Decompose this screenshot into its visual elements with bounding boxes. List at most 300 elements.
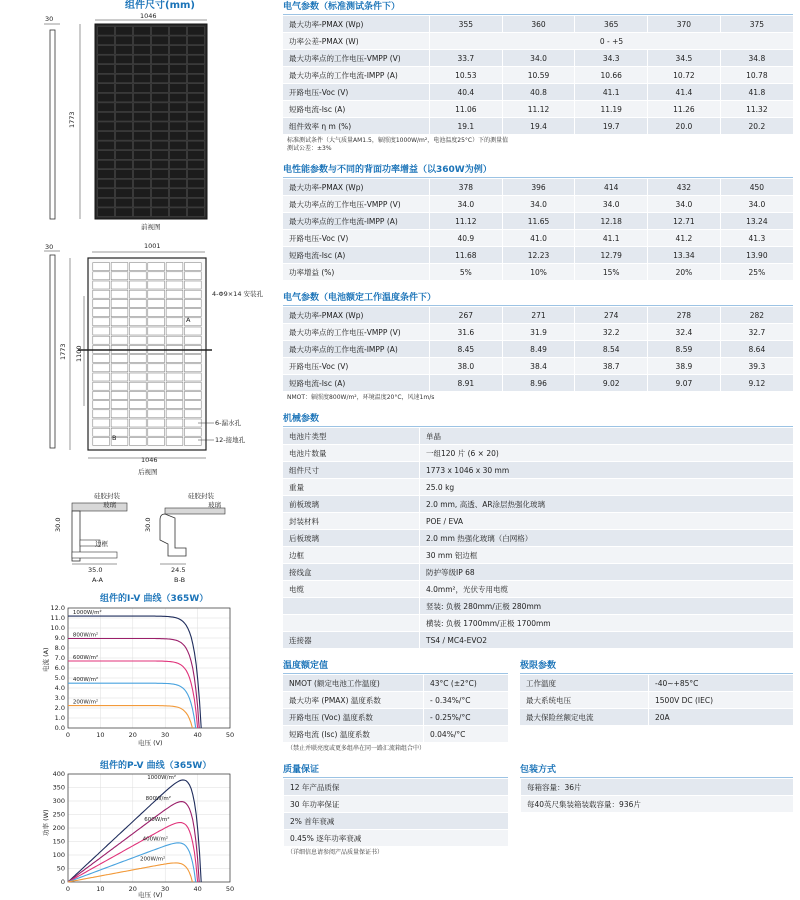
row-label: 短路电流-Isc (A) (283, 375, 430, 392)
mount-hole-label: 4-Φ9×14 安装孔 (212, 290, 264, 298)
row-value: 4.0mm²，光伏专用电缆 (420, 581, 794, 598)
cell (93, 309, 110, 317)
package-table (520, 779, 793, 813)
row-value: 12.71 (648, 213, 721, 230)
back-view (44, 242, 264, 476)
cell (170, 46, 187, 55)
cell (116, 198, 133, 207)
row-value: 防护等级IP 68 (420, 564, 794, 581)
cell (116, 46, 133, 55)
row-value: 10.59 (502, 67, 575, 84)
cell (148, 355, 165, 363)
row-label: 重量 (283, 479, 420, 496)
cell (148, 401, 165, 409)
gain-table (283, 179, 793, 281)
row-value: 40.4 (430, 84, 503, 101)
iv-xlabel: 电压 (V) (138, 739, 163, 747)
row-label: 组件效率 η m (%) (283, 118, 430, 135)
x-tick-label: 40 (193, 885, 202, 893)
row-value: 2.0 mm, 高透、AR涂层热强化玻璃 (420, 496, 794, 513)
cell (184, 391, 201, 399)
mech-title: 机械参数 (283, 412, 793, 427)
table-row (283, 445, 793, 462)
row-value: 5% (430, 264, 503, 281)
row-label: 最大功率点的工作电压-VMPP (V) (283, 196, 430, 213)
cell (170, 103, 187, 112)
cell (98, 198, 115, 207)
cell (116, 132, 133, 141)
cell (152, 74, 169, 83)
cell (116, 170, 133, 179)
row-label: 功率增益 (%) (283, 264, 430, 281)
cell (170, 65, 187, 74)
cell (93, 299, 110, 307)
table-row (283, 101, 793, 118)
table-row (283, 479, 793, 496)
row-value: 378 (430, 179, 503, 196)
cell (134, 141, 151, 150)
cell (116, 36, 133, 45)
cell (116, 84, 133, 93)
row-value: 11.26 (648, 101, 721, 118)
cell (152, 93, 169, 102)
cell (152, 112, 169, 121)
row-value: 8.91 (430, 375, 503, 392)
cell (166, 419, 183, 427)
cell (93, 263, 110, 271)
series-line (68, 863, 192, 882)
note-line: 标准测试条件（大气质量AM1.5，辐照度1000W/m²，电池温度25°C）下的测量值 (287, 137, 509, 144)
cell (184, 272, 201, 280)
cell (166, 318, 183, 326)
row-value: 竖装: 负极 280mm/正极 280mm (420, 598, 794, 615)
pv-xlabel: 电压 (V) (138, 891, 163, 899)
cell (188, 141, 205, 150)
table-row (283, 247, 793, 264)
cell (170, 198, 187, 207)
cell (98, 103, 115, 112)
bb-caption: B-B (174, 576, 186, 584)
warranty-notes (287, 849, 508, 857)
cell (148, 318, 165, 326)
row-value: 34.0 (575, 196, 648, 213)
cell (152, 103, 169, 112)
x-tick-label: 30 (161, 885, 170, 893)
front-width-label: 1046 (140, 12, 157, 20)
row-value: 9.02 (575, 375, 648, 392)
cell (134, 170, 151, 179)
cell (134, 122, 151, 131)
table-row (283, 33, 793, 50)
series-label: 800W/m² (72, 632, 99, 639)
note-line: （禁止并联亮度或更多组串在同一路汇流箱组合中） (287, 745, 426, 752)
table-row (283, 513, 793, 530)
x-tick-label: 10 (96, 731, 105, 739)
row-value: 8.96 (502, 375, 575, 392)
row-value: 32.7 (720, 324, 793, 341)
cell (152, 36, 169, 45)
cell (129, 355, 146, 363)
y-tick-label: 1.0 (54, 714, 65, 722)
gain-title: 电性能参数与不同的背面功率增益（以360W为例） (283, 163, 793, 178)
series-label: 400W/m² (142, 836, 169, 843)
row-value: 271 (502, 307, 575, 324)
row-value: 365 (575, 16, 648, 33)
cell (166, 382, 183, 390)
cell (129, 382, 146, 390)
limit-section (520, 659, 793, 753)
row-value: 34.0 (720, 196, 793, 213)
row-value: 40.9 (430, 230, 503, 247)
row-value: 32.2 (575, 324, 648, 341)
package-section (520, 763, 793, 857)
iv-chart (41, 592, 234, 747)
cell (93, 419, 110, 427)
row-label: 开路电压-Voc (V) (283, 230, 430, 247)
cell (152, 84, 169, 93)
cell (134, 179, 151, 188)
cell (170, 93, 187, 102)
y-tick-label: 7.0 (54, 654, 65, 662)
temp-notes (287, 745, 508, 753)
row-value: 360 (502, 16, 575, 33)
aa-width-label: 35.0 (88, 566, 103, 574)
row-label: 短路电流-Isc (A) (283, 101, 430, 118)
cell (148, 382, 165, 390)
series-label: 800W/m² (145, 796, 171, 803)
row-value: - 0.25%/°C (424, 709, 509, 726)
row-value: 11.65 (502, 213, 575, 230)
row-value: 11.06 (430, 101, 503, 118)
y-tick-label: 3.0 (54, 694, 65, 702)
table-row (283, 230, 793, 247)
cell (111, 263, 128, 271)
cell (166, 290, 183, 298)
cell (170, 170, 187, 179)
row-value: 41.1 (575, 84, 648, 101)
row-value: 9.07 (648, 375, 721, 392)
table-row (283, 496, 793, 513)
row-value: 12.79 (575, 247, 648, 264)
cell (98, 27, 115, 36)
cell (166, 336, 183, 344)
cell (116, 103, 133, 112)
cell (111, 272, 128, 280)
cell (129, 336, 146, 344)
cell (116, 74, 133, 83)
table-row (283, 213, 793, 230)
table-row (283, 726, 508, 743)
series-label: 1000W/m² (72, 610, 102, 617)
cell (98, 179, 115, 188)
series-label: 200W/m² (72, 699, 99, 706)
row-label (283, 615, 420, 632)
table-row (283, 179, 793, 196)
row-value: 41.8 (720, 84, 793, 101)
cell (134, 84, 151, 93)
temp-section (283, 659, 508, 753)
cell (148, 263, 165, 271)
row-value: 34.3 (575, 50, 648, 67)
row-value: 12 年产品质保 (284, 779, 509, 796)
cell (152, 122, 169, 131)
cell (184, 401, 201, 409)
cell (111, 290, 128, 298)
row-label: 最大功率-PMAX (Wp) (283, 307, 430, 324)
cell (98, 141, 115, 150)
cell (170, 27, 187, 36)
cell (152, 179, 169, 188)
noct-table (283, 307, 793, 392)
back-inner-height-label: 1100 (75, 345, 83, 362)
row-label: 开路电压 (Voc) 温度系数 (283, 709, 424, 726)
table-row (520, 692, 793, 709)
series-label: 600W/m² (144, 816, 170, 823)
stc-table (283, 16, 793, 135)
row-value: 34.8 (720, 50, 793, 67)
front-view-caption: 前视图 (141, 223, 161, 231)
row-label: 边框 (283, 547, 420, 564)
stc-title: 电气参数（标准测试条件下） (283, 0, 793, 15)
limit-title: 极限参数 (520, 659, 793, 674)
row-value: 41.0 (502, 230, 575, 247)
series-line (68, 706, 192, 728)
cell (129, 263, 146, 271)
table-row (283, 358, 793, 375)
row-value: 41.3 (720, 230, 793, 247)
cell (188, 160, 205, 169)
table-row (284, 830, 509, 847)
row-value: - 0.34%/°C (424, 692, 509, 709)
cell (93, 428, 110, 436)
cell (188, 103, 205, 112)
y-tick-label: 300 (52, 797, 65, 805)
cell (116, 112, 133, 121)
back-height-label: 1773 (59, 343, 67, 360)
cell (166, 309, 183, 317)
cell (116, 151, 133, 160)
cell (116, 208, 133, 217)
table-row (284, 796, 509, 813)
table-row (520, 675, 793, 692)
row-value: 1773 x 1046 x 30 mm (420, 462, 794, 479)
cell (116, 160, 133, 169)
row-value: 8.45 (430, 341, 503, 358)
cell (98, 36, 115, 45)
row-value: 0.04%/°C (424, 726, 509, 743)
table-row (283, 16, 793, 33)
dimensions-title: 组件尺寸(mm) (125, 0, 195, 11)
row-label: 前板玻璃 (283, 496, 420, 513)
package-title: 包装方式 (520, 763, 793, 778)
back-width-top-label: 1001 (144, 242, 161, 250)
back-side-profile (50, 255, 55, 448)
row-value: 38.4 (502, 358, 575, 375)
cell (148, 327, 165, 335)
cell (188, 74, 205, 83)
row-label: 最大功率-PMAX (Wp) (283, 179, 430, 196)
series-label: 200W/m² (140, 856, 166, 863)
row-label: 封装材料 (283, 513, 420, 530)
y-tick-label: 0 (60, 878, 65, 886)
cell (188, 112, 205, 121)
cell (166, 391, 183, 399)
warranty-title: 质量保证 (283, 763, 508, 778)
row-value: 8.59 (648, 341, 721, 358)
cell (116, 141, 133, 150)
cell (129, 309, 146, 317)
table-row (283, 675, 508, 692)
cell (129, 401, 146, 409)
cell (184, 281, 201, 289)
cell (188, 198, 205, 207)
cell (148, 428, 165, 436)
row-value: 20.2 (720, 118, 793, 135)
cell (98, 132, 115, 141)
row-value: 31.9 (502, 324, 575, 341)
front-height-label: 1773 (68, 111, 76, 128)
front-side-profile (50, 30, 55, 219)
row-value: 450 (720, 179, 793, 196)
cell (116, 93, 133, 102)
row-value: 432 (648, 179, 721, 196)
section-aa (54, 491, 127, 584)
cell (98, 46, 115, 55)
ground-hole-label: 12-接地孔 (215, 436, 246, 444)
pv-chart-title: 组件的P-V 曲线（365W） (100, 761, 212, 771)
noct-title: 电气参数（电池额定工作温度条件下） (283, 291, 793, 306)
cell (170, 36, 187, 45)
stc-section (283, 0, 793, 153)
table-row (283, 341, 793, 358)
row-value: 13.34 (648, 247, 721, 264)
cell (166, 410, 183, 418)
cell (152, 55, 169, 64)
cell (188, 55, 205, 64)
cell (111, 281, 128, 289)
left-column (0, 0, 270, 900)
cell (111, 318, 128, 326)
table-row (283, 428, 793, 445)
cell (98, 189, 115, 198)
aa-frame-label: 边框 (95, 540, 108, 548)
cell (93, 327, 110, 335)
aa-caption: A-A (92, 576, 103, 584)
cell (152, 141, 169, 150)
table-row (283, 615, 793, 632)
table-row (283, 50, 793, 67)
row-value: 10.72 (648, 67, 721, 84)
cell (188, 27, 205, 36)
cell (93, 391, 110, 399)
table-row (283, 632, 793, 649)
row-value: 40.8 (502, 84, 575, 101)
x-tick-label: 40 (193, 731, 202, 739)
temp-title: 温度额定值 (283, 659, 508, 674)
table-row (283, 692, 508, 709)
table-row (283, 307, 793, 324)
note-line: （详细信息请参阅产品质量保证书） (287, 849, 384, 856)
cell (129, 364, 146, 372)
cell (93, 437, 110, 445)
cell (170, 208, 187, 217)
row-label: 最大功率点的工作电流-IMPP (A) (283, 341, 430, 358)
cell (93, 355, 110, 363)
cell (170, 189, 187, 198)
row-value: 278 (648, 307, 721, 324)
cell (93, 401, 110, 409)
row-value: 12.23 (502, 247, 575, 264)
cell (134, 198, 151, 207)
cell (129, 272, 146, 280)
row-label: 工作温度 (520, 675, 649, 692)
row-label: 最大功率点的工作电压-VMPP (V) (283, 324, 430, 341)
row-label: 开路电压-Voc (V) (283, 358, 430, 375)
cell (129, 373, 146, 381)
cell (184, 327, 201, 335)
cell (148, 272, 165, 280)
x-tick-label: 30 (161, 731, 170, 739)
cell (98, 65, 115, 74)
y-tick-label: 200 (52, 824, 65, 832)
cell (166, 437, 183, 445)
table-row (283, 547, 793, 564)
cell (170, 122, 187, 131)
row-value: 12.18 (575, 213, 648, 230)
row-value: 20.0 (648, 118, 721, 135)
cell (170, 74, 187, 83)
row-label (283, 598, 420, 615)
cell (188, 208, 205, 217)
cell (134, 93, 151, 102)
cell (152, 208, 169, 217)
cell (116, 55, 133, 64)
row-value: 19.4 (502, 118, 575, 135)
row-value: 13.24 (720, 213, 793, 230)
cell (134, 103, 151, 112)
iv-chart-title: 组件的I-V 曲线（365W） (100, 594, 209, 604)
row-value: 414 (575, 179, 648, 196)
cell (111, 419, 128, 427)
row-label: 最大功率 (PMAX) 温度系数 (283, 692, 424, 709)
iv-plot-area (51, 604, 235, 739)
cell (129, 299, 146, 307)
cell (152, 160, 169, 169)
front-thickness-label: 30 (45, 15, 54, 23)
cell (188, 189, 205, 198)
aa-top-label: 硅胶封装 (94, 492, 120, 500)
cell (166, 373, 183, 381)
row-label: 短路电流-Isc (A) (283, 247, 430, 264)
cell (170, 179, 187, 188)
cell (98, 122, 115, 131)
cell (152, 132, 169, 141)
cell (111, 373, 128, 381)
table-row (520, 709, 793, 726)
cell (111, 391, 128, 399)
bottom-row-2 (283, 763, 793, 857)
row-value: 41.1 (575, 230, 648, 247)
cell (188, 36, 205, 45)
y-tick-label: 11.0 (50, 614, 65, 622)
cell (93, 382, 110, 390)
y-tick-label: 2.0 (54, 704, 65, 712)
cell (148, 437, 165, 445)
table-row (283, 709, 508, 726)
cell (148, 364, 165, 372)
drain-hole-label: 6-漏水孔 (215, 419, 241, 427)
cell (152, 189, 169, 198)
